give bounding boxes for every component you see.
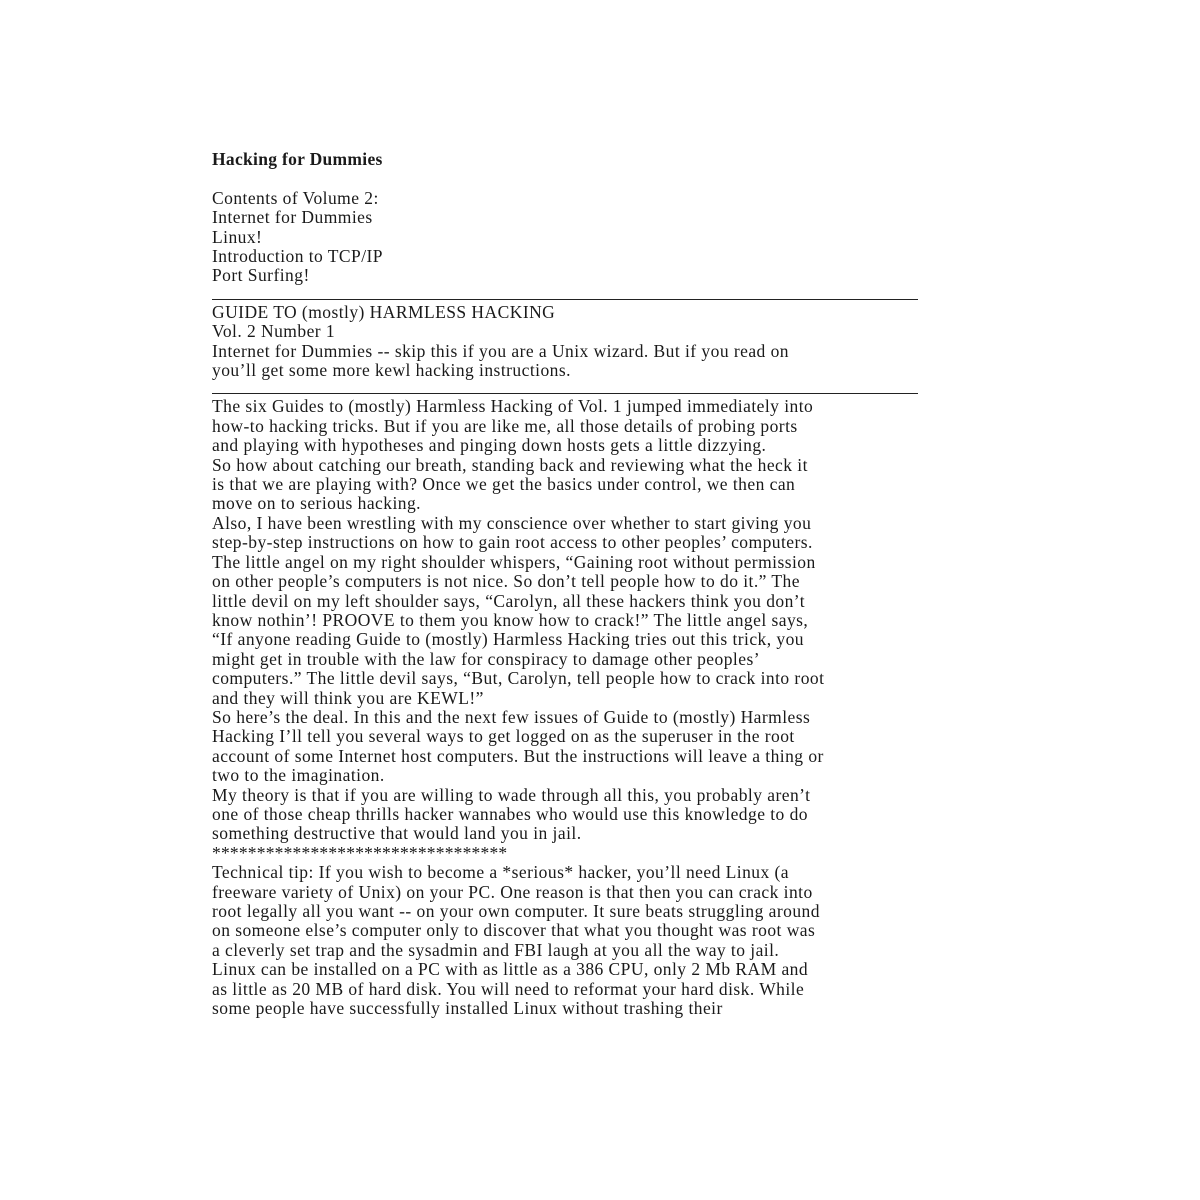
text-line: as little as 20 MB of hard disk. You will need to reformat your hard disk. While: [212, 978, 805, 999]
text-line: one of those cheap thrills hacker wannabes who would use this knowledge to do: [212, 803, 808, 824]
volume-number: Vol. 2 Number 1: [212, 321, 336, 342]
contents-item: Port Surfing!: [212, 265, 310, 286]
text-line: Also, I have been wrestling with my conscience over whether to start giving you: [212, 512, 812, 533]
text-line: might get in trouble with the law for conspiracy to damage other peoples’: [212, 648, 760, 669]
asterisk-divider: *********************************: [212, 842, 508, 863]
text-line: how-to hacking tricks. But if you are like me, all those details of probing ports: [212, 415, 798, 436]
text-line: freeware variety of Unix) on your PC. One reason is that then you can crack into: [212, 881, 813, 902]
text-line: Hacking I’ll tell you several ways to get logged on as the superuser in the root: [212, 726, 795, 747]
contents-heading: Contents of Volume 2:: [212, 187, 379, 208]
text-line: My theory is that if you are willing to wade through all this, you probably aren’t: [212, 784, 811, 805]
text-line: a cleverly set trap and the sysadmin and FBI laugh at you all the way to jail.: [212, 939, 780, 960]
text-line: account of some Internet host computers. But the instructions will leave a thing or: [212, 745, 824, 766]
contents-item: Internet for Dummies: [212, 207, 373, 228]
contents-list: [212, 189, 1002, 286]
text-line: computers.” The little devil says, “But, Carolyn, tell people how to crack into root: [212, 668, 825, 689]
contents-item: Linux!: [212, 226, 263, 247]
text-line: Linux can be installed on a PC with as little as a 386 CPU, only 2 Mb RAM and: [212, 959, 809, 980]
body-text: [212, 397, 1002, 843]
text-line: root legally all you want -- on your own computer. It sure beats struggling around: [212, 901, 820, 921]
text-line: So how about catching our breath, standing back and reviewing what the heck it: [212, 454, 808, 475]
text-line: So here’s the deal. In this and the next few issues of Guide to (mostly) Harmless: [212, 706, 811, 727]
text-line: on someone else’s computer only to discover that what you thought was root was: [212, 920, 816, 941]
horizontal-rule: [212, 380, 918, 397]
text-line: some people have successfully installed Linux without trashing their: [212, 998, 723, 1019]
text-line: two to the imagination.: [212, 765, 385, 786]
text-line: and they will think you are KEWL!”: [212, 687, 484, 708]
text-line: Technical tip: If you wish to become a *serious* hacker, you’ll need Linux (a: [212, 862, 789, 883]
contents-item: Introduction to TCP/IP: [212, 246, 383, 267]
text-line: The little angel on my right shoulder whispers, “Gaining root without permission: [212, 551, 816, 572]
document-page: [212, 150, 1002, 1018]
text-line: move on to serious hacking.: [212, 493, 421, 514]
text-line: and playing with hypotheses and pinging down hosts gets a little dizzying.: [212, 435, 767, 456]
document-title: Hacking for Dummies: [212, 149, 383, 169]
text-line: on other people’s computers is not nice. So don’t tell people how to do it.” The: [212, 571, 800, 592]
text-line: little devil on my left shoulder says, “Carolyn, all these hackers think you don’t: [212, 590, 806, 611]
text-line: know nothin’! PROOVE to them you know how to crack!” The little angel says,: [212, 609, 809, 630]
text-line: something destructive that would land you in jail.: [212, 823, 582, 844]
horizontal-rule: [212, 286, 918, 303]
guide-title: GUIDE TO (mostly) HARMLESS HACKING: [212, 301, 556, 322]
text-line: you’ll get some more kewl hacking instructions.: [212, 360, 571, 381]
text-line: step-by-step instructions on how to gain root access to other peoples’ computers.: [212, 532, 813, 553]
text-line: The six Guides to (mostly) Harmless Hacking of Vol. 1 jumped immediately into: [212, 396, 814, 417]
intro-paragraph: [212, 342, 1002, 381]
text-line: “If anyone reading Guide to (mostly) Harmless Hacking tries out this trick, you: [212, 629, 805, 650]
technical-tip: [212, 863, 1002, 1018]
text-line: Internet for Dummies -- skip this if you are a Unix wizard. But if you read on: [212, 340, 789, 361]
text-line: is that we are playing with? Once we get the basics under control, we then can: [212, 474, 796, 495]
